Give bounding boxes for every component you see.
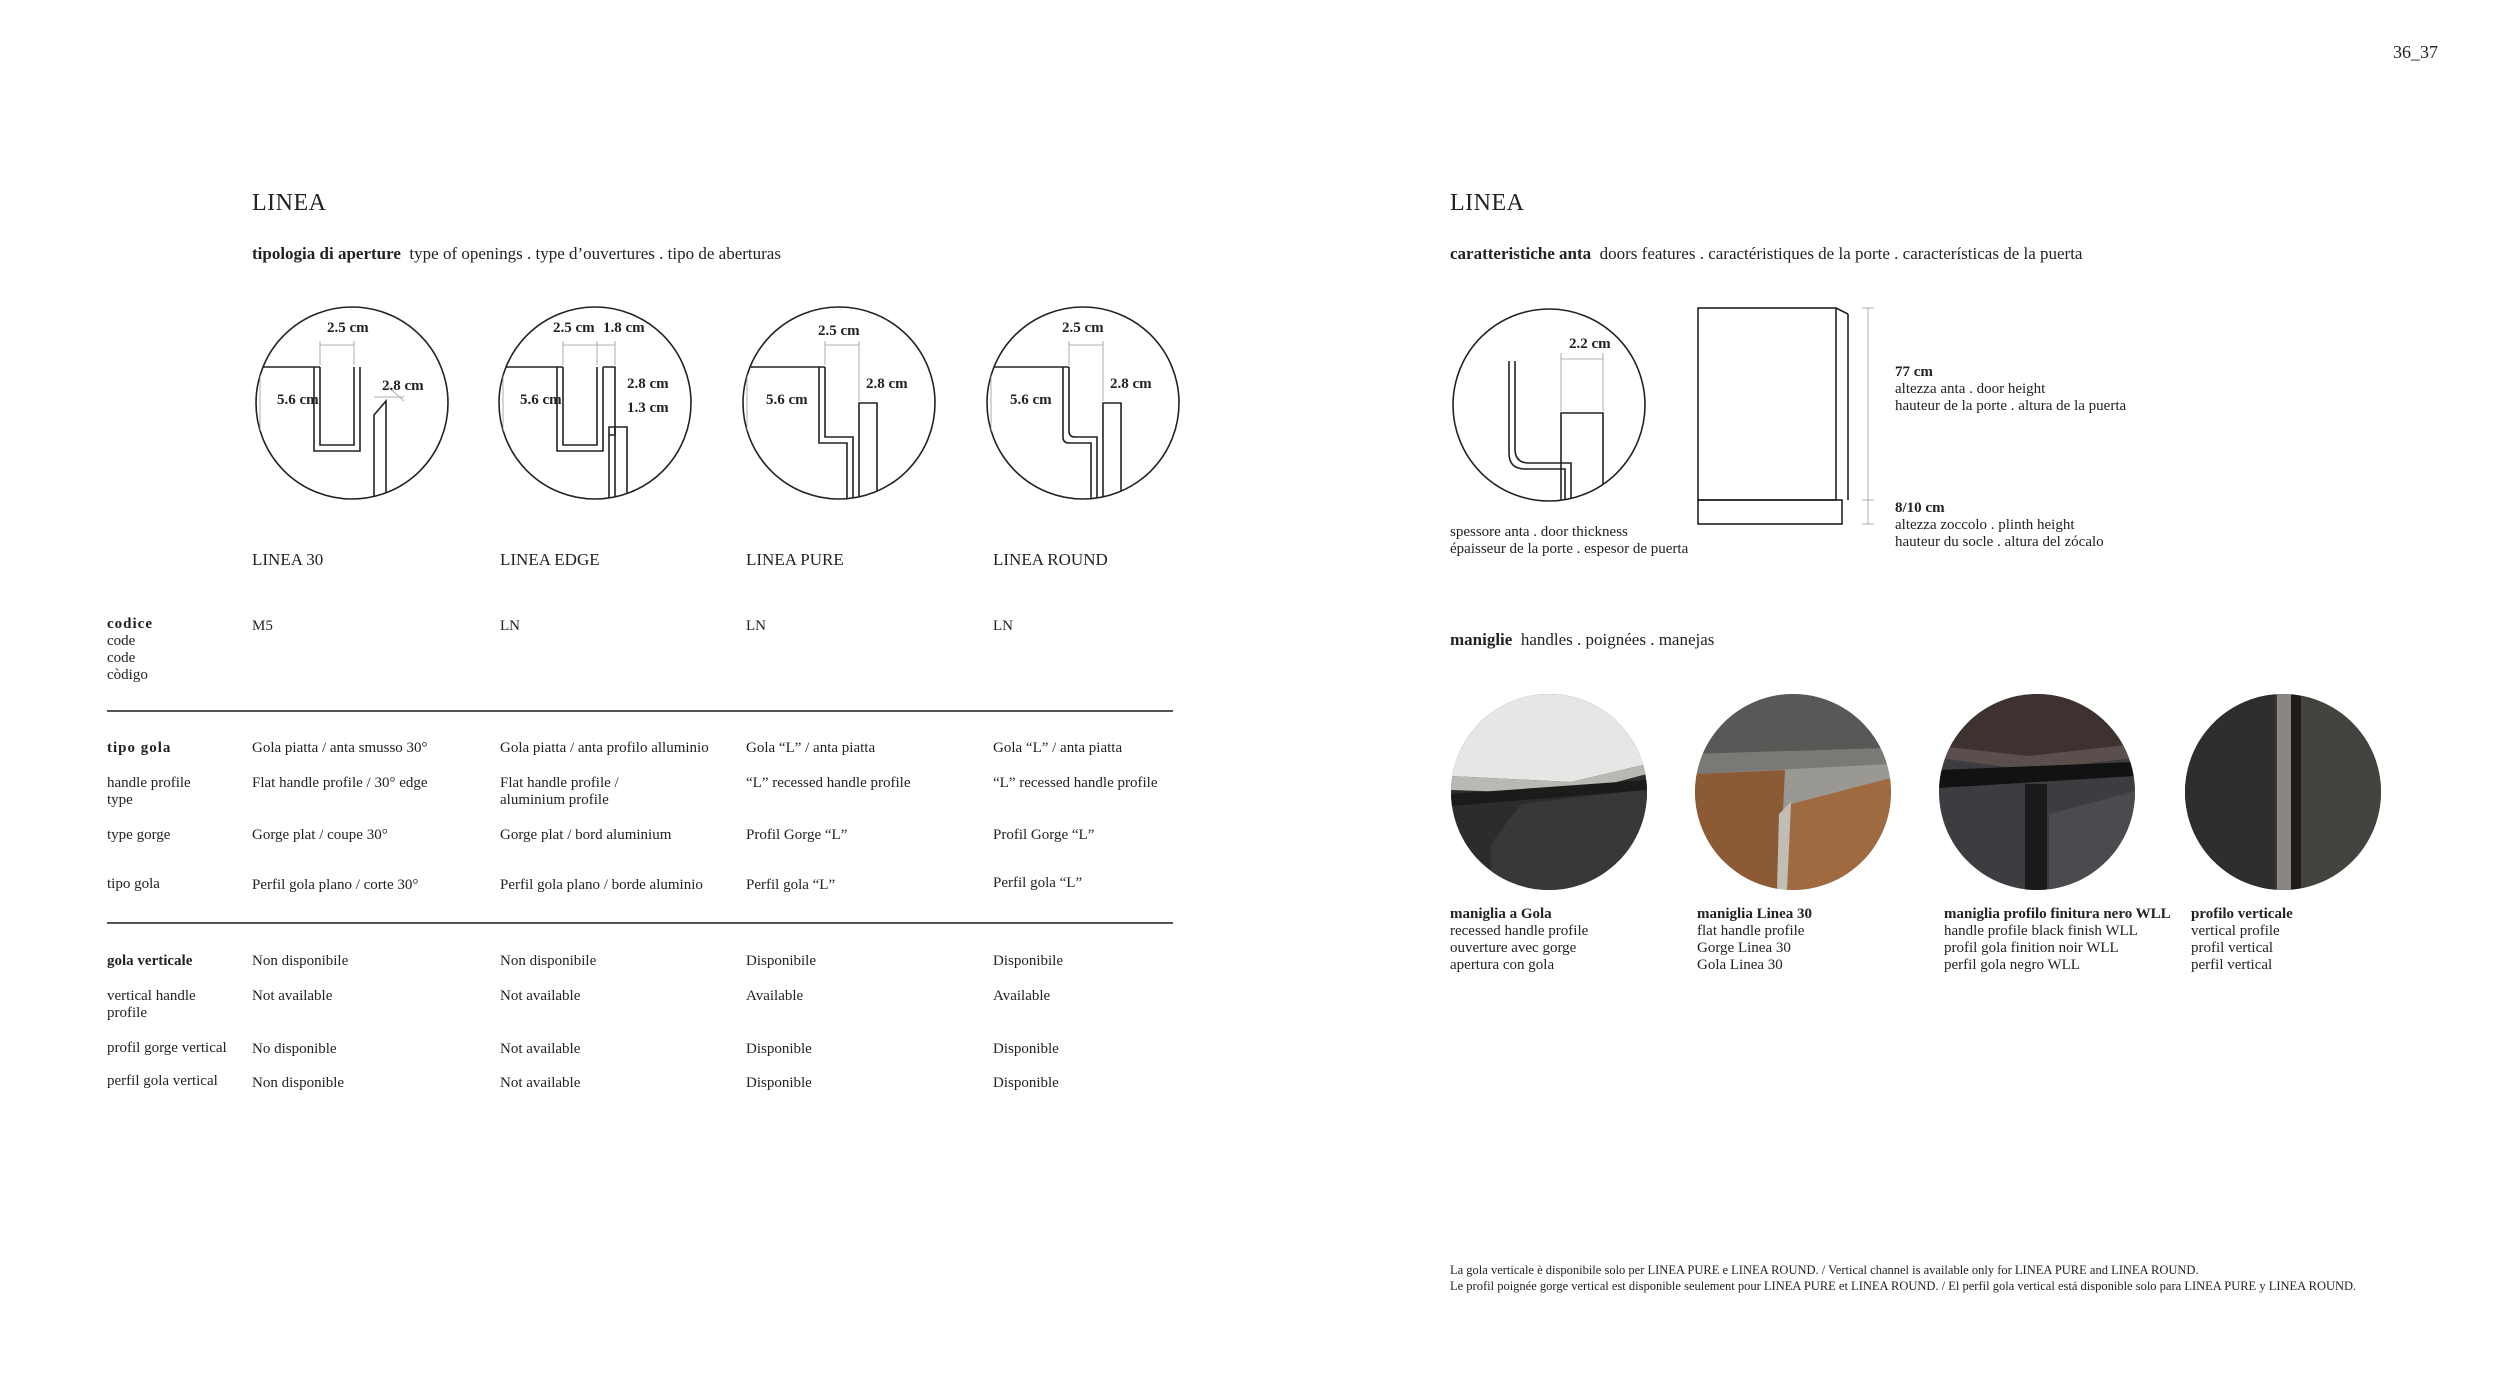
gola-verticale-label-es: perfil gola vertical bbox=[107, 1073, 218, 1089]
door-height-value: 77 cm bbox=[1895, 364, 1933, 380]
dim-label: 2.8 cm bbox=[382, 378, 424, 394]
codice-value: LN bbox=[500, 618, 520, 634]
column-linea-edge: LINEA EDGE bbox=[500, 550, 600, 569]
column-linea-pure: LINEA PURE bbox=[746, 550, 844, 569]
thickness-caption-line: épaisseur de la porte . espesor de puerta bbox=[1450, 541, 1689, 557]
dim-label: 2.5 cm bbox=[818, 323, 860, 339]
right-section-title: LINEA bbox=[1450, 190, 1525, 216]
dim-label: 2.5 cm bbox=[553, 320, 595, 336]
codice-label-bold: codice bbox=[107, 616, 153, 632]
table-cell: Gorge plat / bord aluminium bbox=[500, 827, 672, 843]
dim-label: 5.6 cm bbox=[1010, 392, 1052, 408]
table-cell: Gola “L” / anta piatta bbox=[993, 740, 1123, 756]
tipo-gola-label-es: tipo gola bbox=[107, 876, 160, 892]
tipo-gola-label-fr: type gorge bbox=[107, 827, 171, 843]
handle-name: profilo verticale bbox=[2191, 906, 2293, 922]
codice-value: M5 bbox=[252, 618, 273, 634]
table-cell: Non disponibile bbox=[500, 953, 597, 969]
handle-caption-line: flat handle profile bbox=[1697, 923, 1805, 939]
dim-label: 1.8 cm bbox=[603, 320, 645, 336]
table-cell: Non disponibile bbox=[252, 953, 349, 969]
plinth-height-spec bbox=[1895, 500, 2104, 551]
table-cell: Profil Gorge “L” bbox=[746, 827, 848, 843]
handle-caption-gola bbox=[1450, 906, 1588, 974]
openings-subheading-bold: tipologia di aperture bbox=[252, 244, 401, 263]
footnote-line: Le profil poignée gorge vertical est disponible seulement pour LINEA PURE et LINEA ROUND. / El perfil gola vertical está disponible solo para LINEA PURE y LINEA ROUND. bbox=[1450, 1279, 2357, 1293]
handle-caption-linea-30 bbox=[1697, 906, 1812, 974]
openings-subheading bbox=[252, 244, 781, 264]
table-cell: No disponible bbox=[252, 1041, 337, 1057]
handle-name: maniglia profilo finitura nero WLL bbox=[1944, 906, 2171, 922]
dim-label: 2.8 cm bbox=[866, 376, 908, 392]
table-cell: Disponible bbox=[993, 1075, 1059, 1091]
codice-label bbox=[107, 616, 153, 684]
table-cell: Disponibile bbox=[746, 953, 816, 969]
dim-label: 2.8 cm bbox=[627, 376, 669, 392]
table-cell: Perfil gola plano / corte 30° bbox=[252, 877, 419, 893]
tipo-gola-label bbox=[107, 740, 171, 757]
table-divider bbox=[107, 710, 1173, 712]
handle-caption-line: vertical profile bbox=[2191, 923, 2280, 939]
handles-subheading bbox=[1450, 630, 1714, 650]
table-cell: Available bbox=[993, 988, 1051, 1004]
door-features-subheading-translations: doors features . caractéristiques de la porte . características de la puerta bbox=[1599, 244, 2083, 263]
thickness-caption-line: spessore anta . door thickness bbox=[1450, 524, 1628, 540]
plinth-height-value: 8/10 cm bbox=[1895, 500, 1945, 516]
table-cell: Disponible bbox=[746, 1041, 812, 1057]
table-cell: Flat handle profile / 30° edge bbox=[252, 775, 428, 791]
table-divider bbox=[107, 922, 1173, 924]
dim-label: 5.6 cm bbox=[766, 392, 808, 408]
handle-caption-line: profil vertical bbox=[2191, 940, 2274, 956]
table-cell: Disponibile bbox=[993, 953, 1063, 969]
handle-caption-line: profil gola finition noir WLL bbox=[1944, 940, 2119, 956]
gola-verticale-label: gola verticale bbox=[107, 953, 193, 969]
plinth-height-caption: altezza zoccolo . plinth height bbox=[1895, 517, 2075, 533]
codice-label-line: code bbox=[107, 650, 136, 666]
table-cell: Gola piatta / anta smusso 30° bbox=[252, 740, 428, 756]
footnote bbox=[1450, 1262, 2356, 1294]
page-number: 36_37 bbox=[2393, 42, 2438, 62]
table-cell: Profil Gorge “L” bbox=[993, 827, 1095, 843]
thickness-caption bbox=[1450, 524, 1688, 558]
footnote-line: La gola verticale è disponibile solo per LINEA PURE e LINEA ROUND. / Vertical channel is available only for LINEA PURE and LINEA ROUND. bbox=[1450, 1263, 2199, 1277]
dim-label: 2.5 cm bbox=[1062, 320, 1104, 336]
handles-subheading-translations: handles . poignées . manejas bbox=[1520, 630, 1715, 649]
gola-verticale-label-fr: profil gorge vertical bbox=[107, 1040, 227, 1056]
door-height-caption: hauteur de la porte . altura de la puerta bbox=[1895, 398, 2127, 414]
handle-caption-line: ouverture avec gorge bbox=[1450, 940, 1577, 956]
table-cell: Not available bbox=[252, 988, 333, 1004]
tipo-gola-label-bold: tipo gola bbox=[107, 740, 172, 756]
table-cell: Available bbox=[746, 988, 804, 1004]
codice-value: LN bbox=[746, 618, 766, 634]
codice-label-line: code bbox=[107, 633, 136, 649]
gola-verticale-label-en: vertical handle profile bbox=[107, 988, 196, 1021]
dim-label: 5.6 cm bbox=[277, 392, 319, 408]
door-thickness-diagram bbox=[1451, 307, 1647, 503]
table-cell: Flat handle profile / aluminium profile bbox=[500, 775, 619, 808]
handle-caption-line: handle profile black finish WLL bbox=[1944, 923, 2138, 939]
plinth-height-caption: hauteur du socle . altura del zócalo bbox=[1895, 534, 2104, 550]
table-cell: Gola piatta / anta profilo alluminio bbox=[500, 740, 709, 756]
table-cell: Perfil gola “L” bbox=[746, 877, 836, 893]
door-height-caption: altezza anta . door height bbox=[1895, 381, 2046, 397]
door-height-spec bbox=[1895, 364, 2126, 415]
dim-label: 2.5 cm bbox=[327, 320, 369, 336]
door-features-subheading-bold: caratteristiche anta bbox=[1450, 244, 1592, 263]
handle-caption-line: perfil vertical bbox=[2191, 957, 2273, 973]
thickness-dim-label: 2.2 cm bbox=[1569, 336, 1611, 352]
table-cell: “L” recessed handle profile bbox=[993, 775, 1158, 791]
handle-caption-line: perfil gola negro WLL bbox=[1944, 957, 2080, 973]
handle-name: maniglia Linea 30 bbox=[1697, 906, 1813, 922]
dim-label: 5.6 cm bbox=[520, 392, 562, 408]
table-cell: Not available bbox=[500, 1041, 581, 1057]
handle-caption-profilo-verticale bbox=[2191, 906, 2293, 974]
table-cell: Perfil gola “L” bbox=[993, 875, 1083, 891]
table-cell: Gorge plat / coupe 30° bbox=[252, 827, 388, 843]
handle-caption-nero-wll bbox=[1944, 906, 2171, 974]
handles-subheading-bold: maniglie bbox=[1450, 630, 1513, 649]
codice-value: LN bbox=[993, 618, 1013, 634]
dim-label: 2.8 cm bbox=[1110, 376, 1152, 392]
codice-label-line: còdigo bbox=[107, 667, 148, 683]
openings-subheading-translations: type of openings . type d’ouvertures . tipo de aberturas bbox=[409, 244, 781, 263]
handle-caption-line: recessed handle profile bbox=[1450, 923, 1589, 939]
dim-label: 1.3 cm bbox=[627, 400, 669, 416]
table-cell: Not available bbox=[500, 1075, 581, 1091]
table-cell: Perfil gola plano / borde aluminio bbox=[500, 877, 703, 893]
handle-photo-nero-wll bbox=[1939, 694, 2135, 890]
column-linea-round: LINEA ROUND bbox=[993, 550, 1108, 569]
table-cell: Non disponible bbox=[252, 1075, 345, 1091]
handle-photo-profilo-verticale bbox=[2185, 694, 2381, 890]
tipo-gola-label-en: handle profile type bbox=[107, 775, 191, 808]
door-elevation-drawing bbox=[1692, 304, 1892, 528]
table-cell: Disponible bbox=[993, 1041, 1059, 1057]
column-linea-30: LINEA 30 bbox=[252, 550, 324, 569]
door-features-subheading bbox=[1450, 244, 2082, 264]
handle-photo-linea-30 bbox=[1695, 694, 1891, 890]
handle-photo-gola bbox=[1451, 694, 1647, 890]
table-cell: Gola “L” / anta piatta bbox=[746, 740, 876, 756]
handle-name: maniglia a Gola bbox=[1450, 906, 1552, 922]
handle-caption-line: Gorge Linea 30 bbox=[1697, 940, 1791, 956]
handle-caption-line: Gola Linea 30 bbox=[1697, 957, 1783, 973]
table-cell: “L” recessed handle profile bbox=[746, 775, 911, 791]
table-cell: Disponible bbox=[746, 1075, 812, 1091]
left-section-title: LINEA bbox=[252, 190, 327, 216]
handle-caption-line: apertura con gola bbox=[1450, 957, 1555, 973]
table-cell: Not available bbox=[500, 988, 581, 1004]
